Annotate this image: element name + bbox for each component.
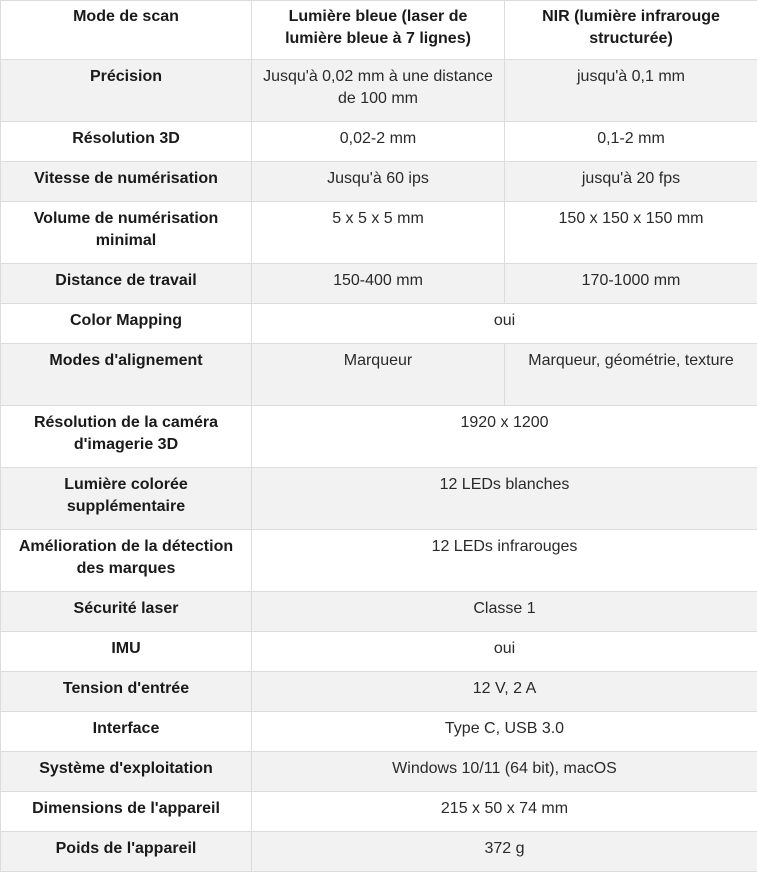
row-label: Color Mapping	[1, 304, 252, 344]
cell-blue: 0,02-2 mm	[252, 122, 505, 162]
row-label: Résolution 3D	[1, 122, 252, 162]
cell-blue: 150-400 mm	[252, 264, 505, 304]
row-label: Vitesse de numérisation	[1, 162, 252, 202]
table-row	[1, 530, 757, 592]
row-label: IMU	[1, 632, 252, 672]
cell-both: 12 LEDs infrarouges	[252, 530, 757, 592]
header-blue-light: Lumière bleue (laser de lumière bleue à 7 lignes)	[252, 1, 505, 60]
cell-nir: jusqu'à 0,1 mm	[505, 60, 757, 122]
cell-both: oui	[252, 304, 757, 344]
cell-both: Classe 1	[252, 592, 757, 632]
row-label: Précision	[1, 60, 252, 122]
cell-nir: jusqu'à 20 fps	[505, 162, 757, 202]
cell-both: 215 x 50 x 74 mm	[252, 792, 757, 832]
table-row	[1, 468, 757, 530]
table-row	[1, 304, 757, 344]
cell-blue: Jusqu'à 0,02 mm à une distance de 100 mm	[252, 60, 505, 122]
row-label: Dimensions de l'appareil	[1, 792, 252, 832]
row-label: Lumière colorée supplémentaire	[1, 468, 252, 530]
cell-nir: 170-1000 mm	[505, 264, 757, 304]
cell-blue: Jusqu'à 60 ips	[252, 162, 505, 202]
table-row	[1, 632, 757, 672]
table-row	[1, 712, 757, 752]
table-row	[1, 162, 757, 202]
table-row	[1, 672, 757, 712]
cell-both: 372 g	[252, 832, 757, 872]
cell-nir: Marqueur, géométrie, texture	[505, 344, 757, 406]
cell-both: 12 LEDs blanches	[252, 468, 757, 530]
cell-both: 12 V, 2 A	[252, 672, 757, 712]
table-row	[1, 264, 757, 304]
cell-both: Type C, USB 3.0	[252, 712, 757, 752]
row-label: Système d'exploitation	[1, 752, 252, 792]
row-label: Distance de travail	[1, 264, 252, 304]
cell-nir: 0,1-2 mm	[505, 122, 757, 162]
table-row	[1, 792, 757, 832]
table-row	[1, 592, 757, 632]
row-label: Résolution de la caméra d'imagerie 3D	[1, 406, 252, 468]
row-label: Volume de numérisation minimal	[1, 202, 252, 264]
header-nir: NIR (lumière infrarouge structurée)	[505, 1, 757, 60]
table-row	[1, 122, 757, 162]
cell-blue: 5 x 5 x 5 mm	[252, 202, 505, 264]
table-row	[1, 202, 757, 264]
table-row	[1, 344, 757, 406]
table-row	[1, 752, 757, 792]
cell-both: 1920 x 1200	[252, 406, 757, 468]
table-header-row	[1, 1, 757, 60]
row-label: Modes d'alignement	[1, 344, 252, 406]
row-label: Poids de l'appareil	[1, 832, 252, 872]
row-label: Tension d'entrée	[1, 672, 252, 712]
row-label: Sécurité laser	[1, 592, 252, 632]
row-label: Amélioration de la détection des marques	[1, 530, 252, 592]
table-row	[1, 832, 757, 872]
table-row	[1, 60, 757, 122]
table-row	[1, 406, 757, 468]
cell-nir: 150 x 150 x 150 mm	[505, 202, 757, 264]
cell-both: oui	[252, 632, 757, 672]
cell-blue: Marqueur	[252, 344, 505, 406]
header-scan-mode: Mode de scan	[1, 1, 252, 60]
cell-both: Windows 10/11 (64 bit), macOS	[252, 752, 757, 792]
row-label: Interface	[1, 712, 252, 752]
